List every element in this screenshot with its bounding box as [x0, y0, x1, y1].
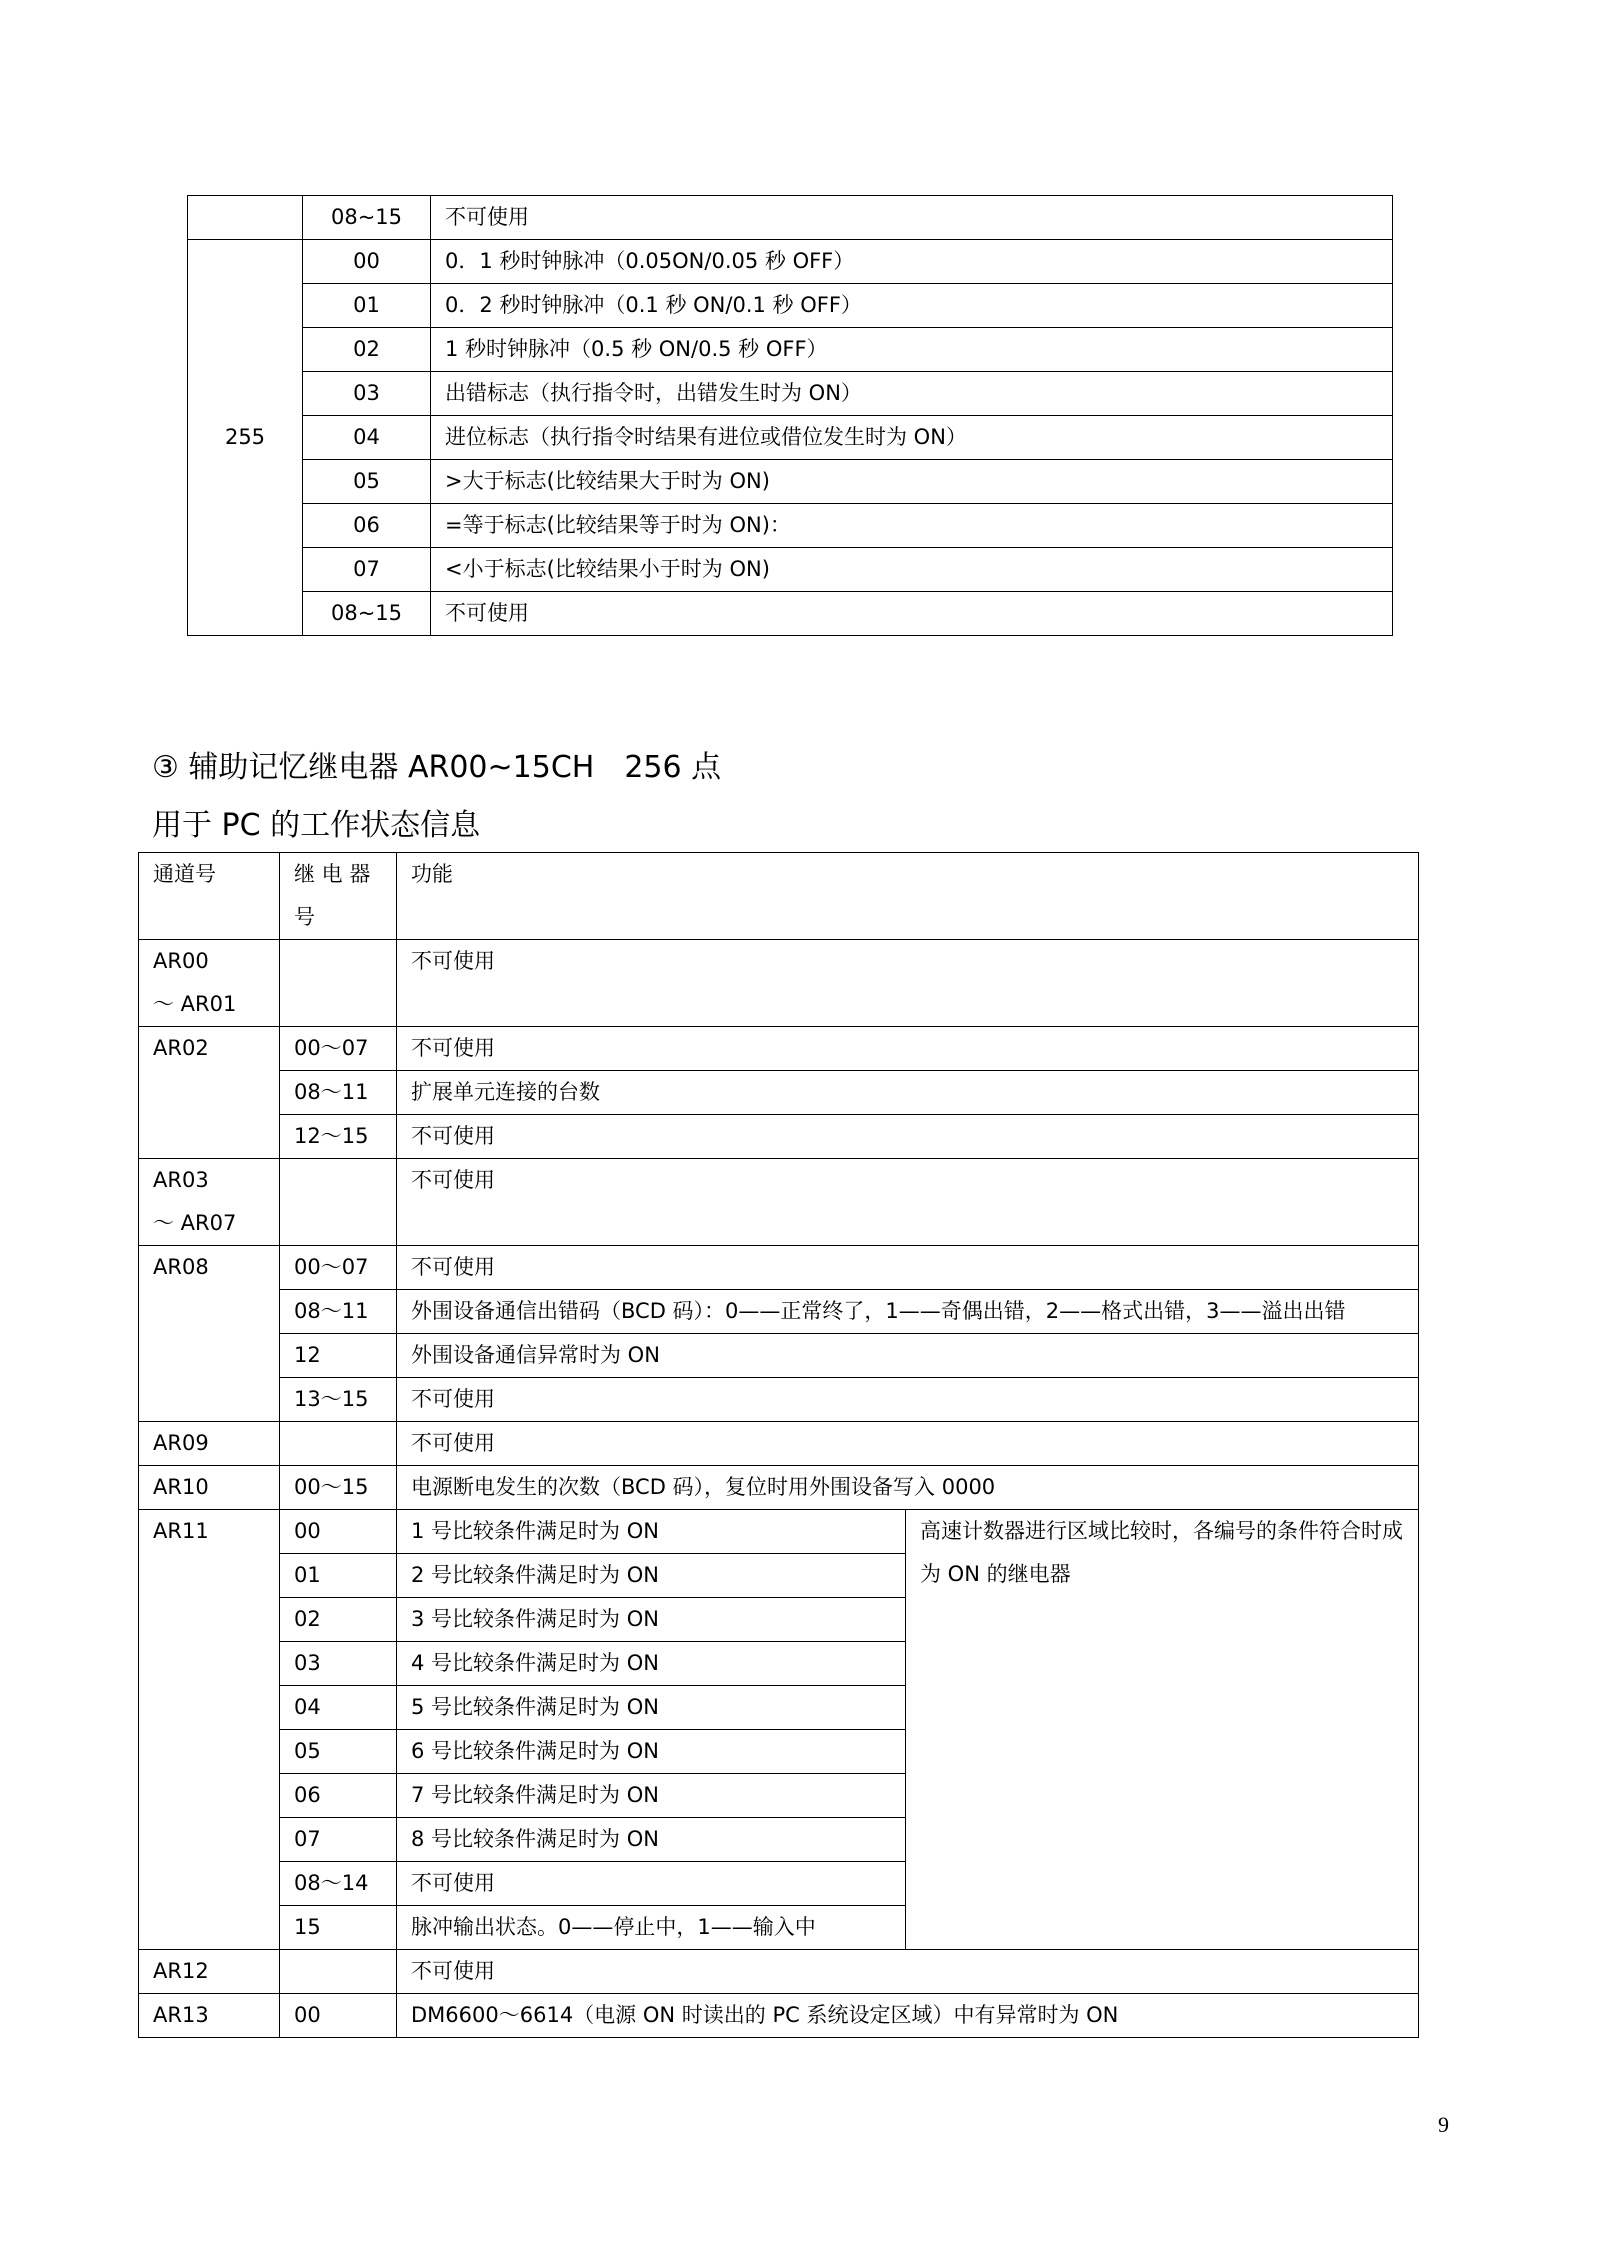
function-cell: <小于标志(比较结果小于时为 ON) — [431, 548, 1393, 592]
section-heading: ③ 辅助记忆继电器 AR00~15CH 256 点 — [152, 750, 722, 785]
function-cell: 1 秒时钟脉冲（0.5 秒 ON/0.5 秒 OFF） — [431, 328, 1393, 372]
relay-cell: 08～11 — [280, 1071, 397, 1115]
table-row — [139, 1378, 1419, 1422]
bit-cell: 08~15 — [303, 196, 431, 240]
table-row — [139, 1115, 1419, 1159]
channel-cell: AR08 — [139, 1246, 280, 1422]
function-cell: 出错标志（执行指令时，出错发生时为 ON） — [431, 372, 1393, 416]
table-row — [139, 1159, 1419, 1246]
function-cell: 0．1 秒时钟脉冲（0.05ON/0.05 秒 OFF） — [431, 240, 1393, 284]
relay-cell: 07 — [280, 1818, 397, 1862]
function-cell: 外围设备通信异常时为 ON — [397, 1334, 1419, 1378]
table-header-row — [139, 853, 1419, 940]
bit-cell: 08~15 — [303, 592, 431, 636]
function-cell: 8 号比较条件满足时为 ON — [397, 1818, 906, 1862]
channel-cell: AR03 ～ AR07 — [139, 1159, 280, 1246]
function-cell: 不可使用 — [397, 1378, 1419, 1422]
table-row — [188, 240, 1393, 284]
function-cell: 电源断电发生的次数（BCD 码），复位时用外围设备写入 0000 — [397, 1466, 1419, 1510]
bit-cell: 04 — [303, 416, 431, 460]
relay-cell — [280, 1950, 397, 1994]
bit-cell: 06 — [303, 504, 431, 548]
function-cell: =等于标志(比较结果等于时为 ON)： — [431, 504, 1393, 548]
bit-cell: 01 — [303, 284, 431, 328]
relay-cell: 01 — [280, 1554, 397, 1598]
function-cell: 不可使用 — [397, 1246, 1419, 1290]
function-cell: 不可使用 — [397, 1862, 906, 1906]
function-cell: 扩展单元连接的台数 — [397, 1071, 1419, 1115]
table-row — [188, 416, 1393, 460]
relay-cell: 00 — [280, 1994, 397, 2038]
channel-cell: AR02 — [139, 1027, 280, 1159]
relay-cell: 15 — [280, 1906, 397, 1950]
function-cell: 7 号比较条件满足时为 ON — [397, 1774, 906, 1818]
header-channel: 通道号 — [139, 853, 280, 940]
function-cell: 不可使用 — [397, 1027, 1419, 1071]
relay-cell: 08～14 — [280, 1862, 397, 1906]
table-row — [139, 1027, 1419, 1071]
channel-cell: AR11 — [139, 1510, 280, 1950]
channel-cell: AR10 — [139, 1466, 280, 1510]
header-relay: 继 电 器 号 — [280, 853, 397, 940]
table-row — [188, 460, 1393, 504]
table-row — [139, 940, 1419, 1027]
relay-cell: 00～15 — [280, 1466, 397, 1510]
table-row — [139, 1246, 1419, 1290]
channel-cell: AR00 ～ AR01 — [139, 940, 280, 1027]
function-cell: DM6600～6614（电源 ON 时读出的 PC 系统设定区域）中有异常时为 ON — [397, 1994, 1419, 2038]
table-row — [188, 372, 1393, 416]
table-row — [139, 1510, 1419, 1554]
function-cell: 不可使用 — [397, 1422, 1419, 1466]
channel-cell: AR13 — [139, 1994, 280, 2038]
function-cell: 6 号比较条件满足时为 ON — [397, 1730, 906, 1774]
channel-cell: AR09 — [139, 1422, 280, 1466]
bit-cell: 07 — [303, 548, 431, 592]
function-cell: 进位标志（执行指令时结果有进位或借位发生时为 ON） — [431, 416, 1393, 460]
relay-cell: 04 — [280, 1686, 397, 1730]
function-cell: 外围设备通信出错码（BCD 码）：0——正常终了，1——奇偶出错，2——格式出错，3——溢出出错 — [397, 1290, 1419, 1334]
relay-cell: 08～11 — [280, 1290, 397, 1334]
function-cell: 不可使用 — [431, 592, 1393, 636]
function-cell: 5 号比较条件满足时为 ON — [397, 1686, 906, 1730]
relay-cell: 06 — [280, 1774, 397, 1818]
page-number: 9 — [1438, 2112, 1449, 2137]
relay-cell: 00～07 — [280, 1027, 397, 1071]
channel-cell: AR12 — [139, 1950, 280, 1994]
relay-cell: 00 — [280, 1510, 397, 1554]
function-cell: 不可使用 — [397, 1950, 1419, 1994]
relay-cell: 02 — [280, 1598, 397, 1642]
table-row — [139, 1071, 1419, 1115]
special-relay-table — [187, 195, 1393, 636]
ar11-note-cell: 高速计数器进行区域比较时，各编号的条件符合时成为 ON 的继电器 — [906, 1510, 1419, 1950]
function-cell: 不可使用 — [397, 1115, 1419, 1159]
table-row — [139, 1290, 1419, 1334]
function-cell: 不可使用 — [397, 1159, 1419, 1246]
function-cell: 0．2 秒时钟脉冲（0.1 秒 ON/0.1 秒 OFF） — [431, 284, 1393, 328]
relay-cell — [280, 1159, 397, 1246]
table-row — [188, 196, 1393, 240]
relay-cell: 13～15 — [280, 1378, 397, 1422]
table-row — [139, 1466, 1419, 1510]
function-cell: 不可使用 — [431, 196, 1393, 240]
auxiliary-relay-table — [138, 852, 1419, 2038]
table-row — [188, 284, 1393, 328]
relay-cell: 00～07 — [280, 1246, 397, 1290]
table-row — [139, 1422, 1419, 1466]
function-cell: 不可使用 — [397, 940, 1419, 1027]
section-subheading: 用于 PC 的工作状态信息 — [152, 808, 481, 843]
table-row — [188, 504, 1393, 548]
table-row — [188, 592, 1393, 636]
relay-cell — [280, 1422, 397, 1466]
relay-cell: 05 — [280, 1730, 397, 1774]
bit-cell: 05 — [303, 460, 431, 504]
bit-cell: 00 — [303, 240, 431, 284]
bit-cell: 02 — [303, 328, 431, 372]
function-cell: >大于标志(比较结果大于时为 ON) — [431, 460, 1393, 504]
channel-cell — [188, 196, 303, 240]
table-row — [188, 548, 1393, 592]
table-row — [188, 328, 1393, 372]
function-cell: 2 号比较条件满足时为 ON — [397, 1554, 906, 1598]
channel-cell: 255 — [188, 240, 303, 636]
bit-cell: 03 — [303, 372, 431, 416]
header-function: 功能 — [397, 853, 1419, 940]
relay-cell: 12 — [280, 1334, 397, 1378]
relay-cell — [280, 940, 397, 1027]
function-cell: 4 号比较条件满足时为 ON — [397, 1642, 906, 1686]
function-cell: 3 号比较条件满足时为 ON — [397, 1598, 906, 1642]
function-cell: 1 号比较条件满足时为 ON — [397, 1510, 906, 1554]
table-row — [139, 1994, 1419, 2038]
function-cell: 脉冲输出状态。0——停止中，1——输入中 — [397, 1906, 906, 1950]
relay-cell: 03 — [280, 1642, 397, 1686]
relay-cell: 12～15 — [280, 1115, 397, 1159]
table-row — [139, 1334, 1419, 1378]
table-row — [139, 1950, 1419, 1994]
